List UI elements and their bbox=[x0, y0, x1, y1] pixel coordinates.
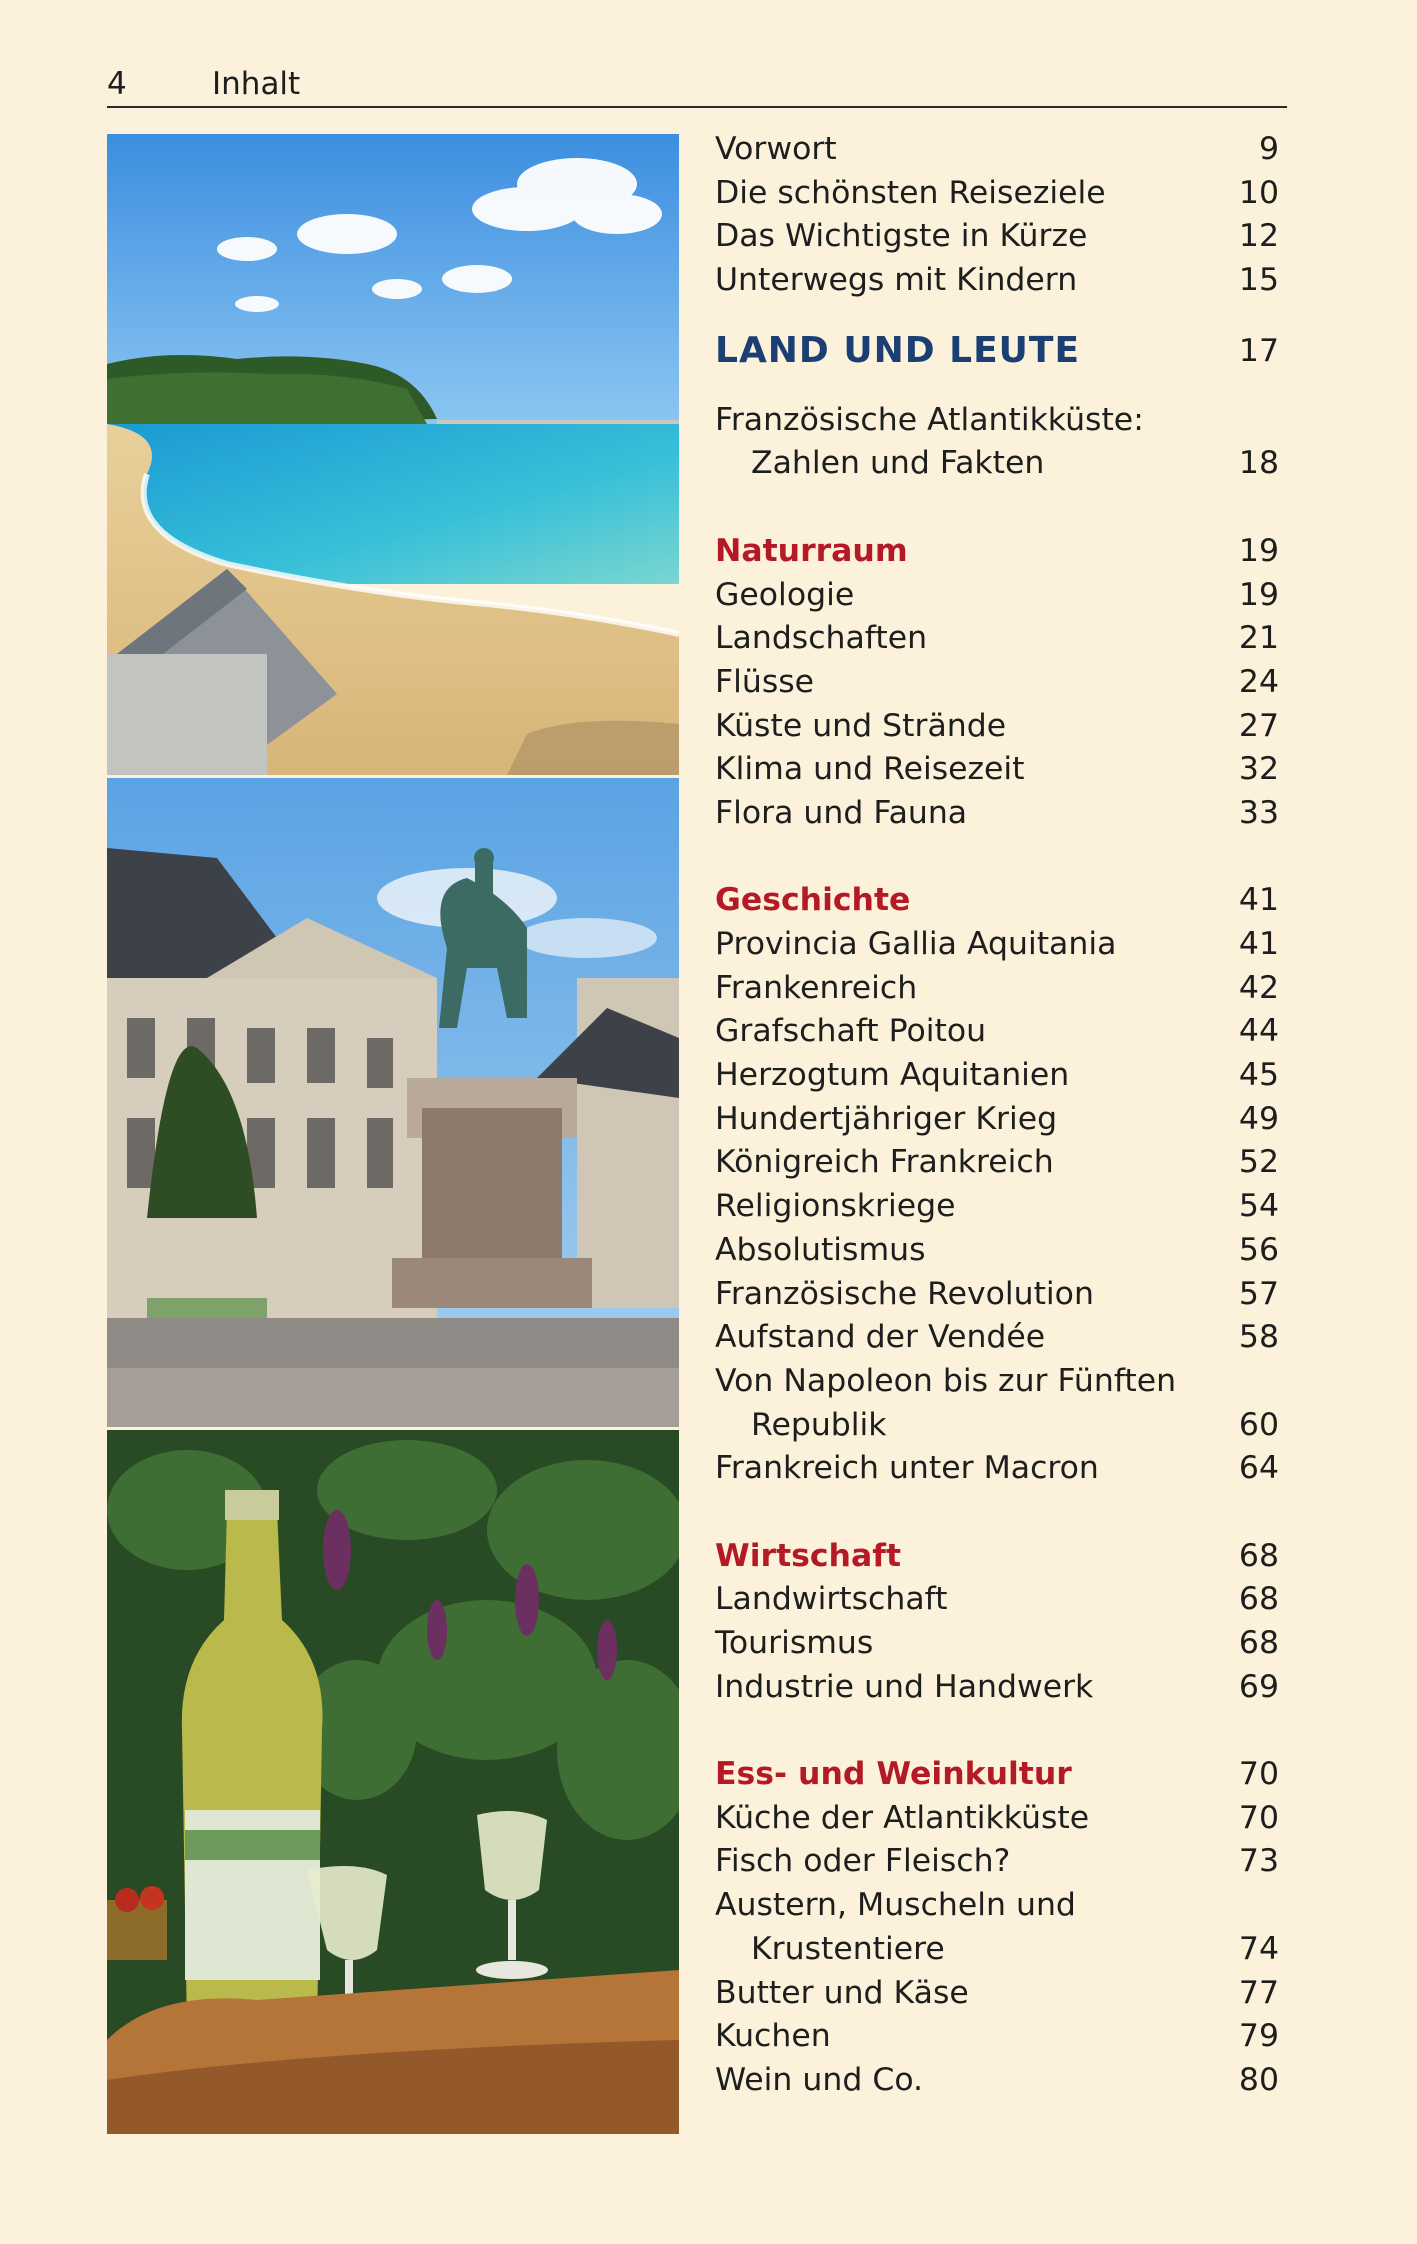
toc-entry-label: Provincia Gallia Aquitania bbox=[715, 926, 1117, 962]
toc-entry[interactable] bbox=[715, 1316, 1279, 1360]
header-rule bbox=[107, 106, 1287, 108]
toc-entry[interactable] bbox=[715, 1010, 1279, 1054]
toc-entry[interactable] bbox=[715, 792, 1279, 836]
toc-entry[interactable] bbox=[715, 1229, 1279, 1273]
toc-section-heading[interactable] bbox=[715, 1753, 1279, 1797]
toc-entry-page: 70 bbox=[1238, 1799, 1279, 1836]
toc-entry[interactable] bbox=[715, 2015, 1279, 2059]
toc-entry-page: 42 bbox=[1238, 969, 1279, 1006]
toc-entry-continuation[interactable] bbox=[715, 442, 1279, 486]
toc-entry[interactable] bbox=[715, 661, 1279, 705]
toc-entry[interactable] bbox=[715, 1098, 1279, 1142]
toc-entry[interactable] bbox=[715, 399, 1279, 443]
toc-entry-page: 21 bbox=[1238, 620, 1279, 657]
toc-entry[interactable] bbox=[715, 748, 1279, 792]
toc-entry-label: Butter und Käse bbox=[715, 1974, 969, 2011]
toc-entry[interactable] bbox=[715, 172, 1279, 216]
toc-entry-label: Von Napoleon bis zur Fünften bbox=[715, 1362, 1177, 1399]
toc-section-title: Geschichte bbox=[715, 882, 911, 919]
toc-section-page: 70 bbox=[1238, 1756, 1279, 1793]
toc-entry[interactable] bbox=[715, 1884, 1279, 1928]
toc-entry-page: 68 bbox=[1238, 1625, 1279, 1661]
toc-entry-label: Hundertjähriger Krieg bbox=[715, 1100, 1058, 1137]
toc-section-title: Wirtschaft bbox=[715, 1537, 902, 1574]
toc-entry-label: Wein und Co. bbox=[715, 2061, 924, 2098]
toc-entry-page: 57 bbox=[1238, 1275, 1279, 1312]
beach-photo bbox=[107, 134, 679, 775]
table-of-contents bbox=[715, 128, 1279, 2103]
toc-entry-page: 15 bbox=[1238, 262, 1279, 299]
toc-section-page: 41 bbox=[1238, 882, 1279, 919]
toc-entry-page: 64 bbox=[1238, 1450, 1279, 1487]
toc-entry-label: Aufstand der Vendée bbox=[715, 1319, 1046, 1356]
toc-entry-label: Das Wichtigste in Kürze bbox=[715, 218, 1088, 255]
toc-entry-page: 49 bbox=[1238, 1100, 1279, 1137]
toc-entry-label: Geologie bbox=[715, 576, 855, 613]
toc-entry-page: 69 bbox=[1238, 1668, 1279, 1705]
toc-section-page: 68 bbox=[1238, 1537, 1279, 1574]
toc-entry-label: Die schönsten Reiseziele bbox=[715, 174, 1106, 211]
toc-chapter-title: LAND UND LEUTE bbox=[715, 329, 1081, 371]
toc-entry-page: 60 bbox=[1238, 1406, 1279, 1443]
toc-entry-page: 33 bbox=[1238, 794, 1279, 831]
toc-entry-page: 77 bbox=[1238, 1974, 1279, 2011]
toc-section-heading[interactable] bbox=[715, 1535, 1279, 1579]
toc-entry[interactable] bbox=[715, 128, 1279, 172]
wine-photo bbox=[107, 1430, 679, 2134]
toc-entry[interactable] bbox=[715, 1622, 1279, 1666]
toc-entry-label: Absolutismus bbox=[715, 1231, 926, 1268]
toc-entry-label: Grafschaft Poitou bbox=[715, 1013, 987, 1050]
toc-entry[interactable] bbox=[715, 1972, 1279, 2016]
toc-entry-label: Klima und Reisezeit bbox=[715, 751, 1025, 788]
toc-chapter-page: 17 bbox=[1238, 332, 1279, 369]
toc-entry-page: 10 bbox=[1238, 174, 1279, 211]
toc-entry-label: Frankenreich bbox=[715, 969, 918, 1006]
toc-entry-page: 74 bbox=[1238, 1930, 1279, 1967]
toc-entry-label: Fisch oder Fleisch? bbox=[715, 1843, 1011, 1880]
toc-entry-page: 79 bbox=[1238, 2018, 1279, 2055]
toc-entry-label: Frankreich unter Macron bbox=[715, 1450, 1099, 1487]
toc-entry-page: 45 bbox=[1238, 1057, 1279, 1094]
toc-entry[interactable] bbox=[715, 705, 1279, 749]
toc-entry-label: Krustentiere bbox=[751, 1930, 945, 1967]
toc-entry[interactable] bbox=[715, 1360, 1279, 1404]
toc-entry-continuation[interactable] bbox=[715, 1404, 1279, 1448]
toc-entry[interactable] bbox=[715, 1141, 1279, 1185]
toc-entry-page: 68 bbox=[1238, 1581, 1279, 1618]
toc-entry-page: 27 bbox=[1238, 707, 1279, 744]
toc-entry[interactable] bbox=[715, 617, 1279, 661]
toc-entry-label: Republik bbox=[751, 1406, 887, 1443]
spacer bbox=[715, 836, 1279, 880]
toc-entry-page: 54 bbox=[1238, 1188, 1279, 1225]
toc-entry[interactable] bbox=[715, 1797, 1279, 1841]
toc-entry-page: 56 bbox=[1238, 1231, 1279, 1268]
toc-entry[interactable] bbox=[715, 1840, 1279, 1884]
spacer bbox=[715, 1709, 1279, 1753]
toc-entry-label: Landschaften bbox=[715, 620, 928, 657]
toc-section-heading[interactable] bbox=[715, 530, 1279, 574]
toc-entry-label: Landwirtschaft bbox=[715, 1581, 948, 1618]
toc-entry[interactable] bbox=[715, 1054, 1279, 1098]
toc-entry-label: Französische Revolution bbox=[715, 1275, 1094, 1312]
spacer bbox=[715, 486, 1279, 530]
toc-entry[interactable] bbox=[715, 215, 1279, 259]
toc-section-page: 19 bbox=[1238, 532, 1279, 569]
statue-photo bbox=[107, 778, 679, 1427]
toc-entry-page: 24 bbox=[1238, 663, 1279, 700]
toc-entry-label: Zahlen und Fakten bbox=[751, 445, 1045, 482]
toc-entry-label: Tourismus bbox=[715, 1625, 874, 1661]
toc-entry[interactable] bbox=[715, 574, 1279, 618]
toc-entry-page: 44 bbox=[1238, 1013, 1279, 1050]
toc-section-title: Naturraum bbox=[715, 532, 908, 569]
toc-entry-label: Vorwort bbox=[715, 131, 837, 167]
toc-entry-page: 58 bbox=[1238, 1319, 1279, 1356]
toc-entry-label: Religionskriege bbox=[715, 1188, 956, 1225]
toc-entry-page: 52 bbox=[1238, 1144, 1279, 1181]
toc-entry[interactable] bbox=[715, 2059, 1279, 2103]
toc-entry-page: 73 bbox=[1238, 1843, 1279, 1880]
toc-section-title: Ess- und Weinkultur bbox=[715, 1756, 1072, 1793]
toc-entry-page: 80 bbox=[1238, 2061, 1279, 2098]
toc-entry[interactable] bbox=[715, 923, 1279, 967]
toc-entry-continuation[interactable] bbox=[715, 1928, 1279, 1972]
toc-entry-label: Küste und Strände bbox=[715, 707, 1007, 744]
toc-entry-label: Austern, Muscheln und bbox=[715, 1887, 1076, 1924]
toc-entry-page: 41 bbox=[1238, 926, 1279, 962]
toc-entry-label: Flüsse bbox=[715, 663, 815, 700]
toc-entry-label: Herzogtum Aquitanien bbox=[715, 1057, 1070, 1094]
toc-section-heading[interactable] bbox=[715, 879, 1279, 923]
toc-entry-label: Unterwegs mit Kindern bbox=[715, 262, 1078, 299]
toc-entry-label: Flora und Fauna bbox=[715, 794, 968, 831]
toc-entry-label: Kuchen bbox=[715, 2018, 831, 2055]
toc-entry[interactable] bbox=[715, 1185, 1279, 1229]
toc-entry[interactable] bbox=[715, 1666, 1279, 1710]
toc-entry-page: 18 bbox=[1238, 445, 1279, 482]
toc-chapter[interactable] bbox=[715, 303, 1279, 399]
toc-entry[interactable] bbox=[715, 1447, 1279, 1491]
toc-entry[interactable] bbox=[715, 1578, 1279, 1622]
toc-entry[interactable] bbox=[715, 1273, 1279, 1317]
photo-column bbox=[107, 134, 679, 2134]
toc-entry-page: 9 bbox=[1258, 131, 1279, 167]
running-title: Inhalt bbox=[212, 66, 301, 102]
page-number: 4 bbox=[107, 66, 127, 102]
toc-entry-label: Küche der Atlantikküste bbox=[715, 1799, 1090, 1836]
toc-entry-label: Französische Atlantikküste: bbox=[715, 401, 1144, 438]
running-header bbox=[107, 62, 1287, 106]
spacer bbox=[715, 1491, 1279, 1535]
toc-entry-label: Industrie und Handwerk bbox=[715, 1668, 1094, 1705]
toc-entry-page: 19 bbox=[1238, 576, 1279, 613]
toc-entry-label: Königreich Frankreich bbox=[715, 1144, 1054, 1181]
toc-entry[interactable] bbox=[715, 967, 1279, 1011]
toc-entry-page: 12 bbox=[1238, 218, 1279, 255]
toc-entry-page: 32 bbox=[1238, 751, 1279, 788]
toc-entry[interactable] bbox=[715, 259, 1279, 303]
